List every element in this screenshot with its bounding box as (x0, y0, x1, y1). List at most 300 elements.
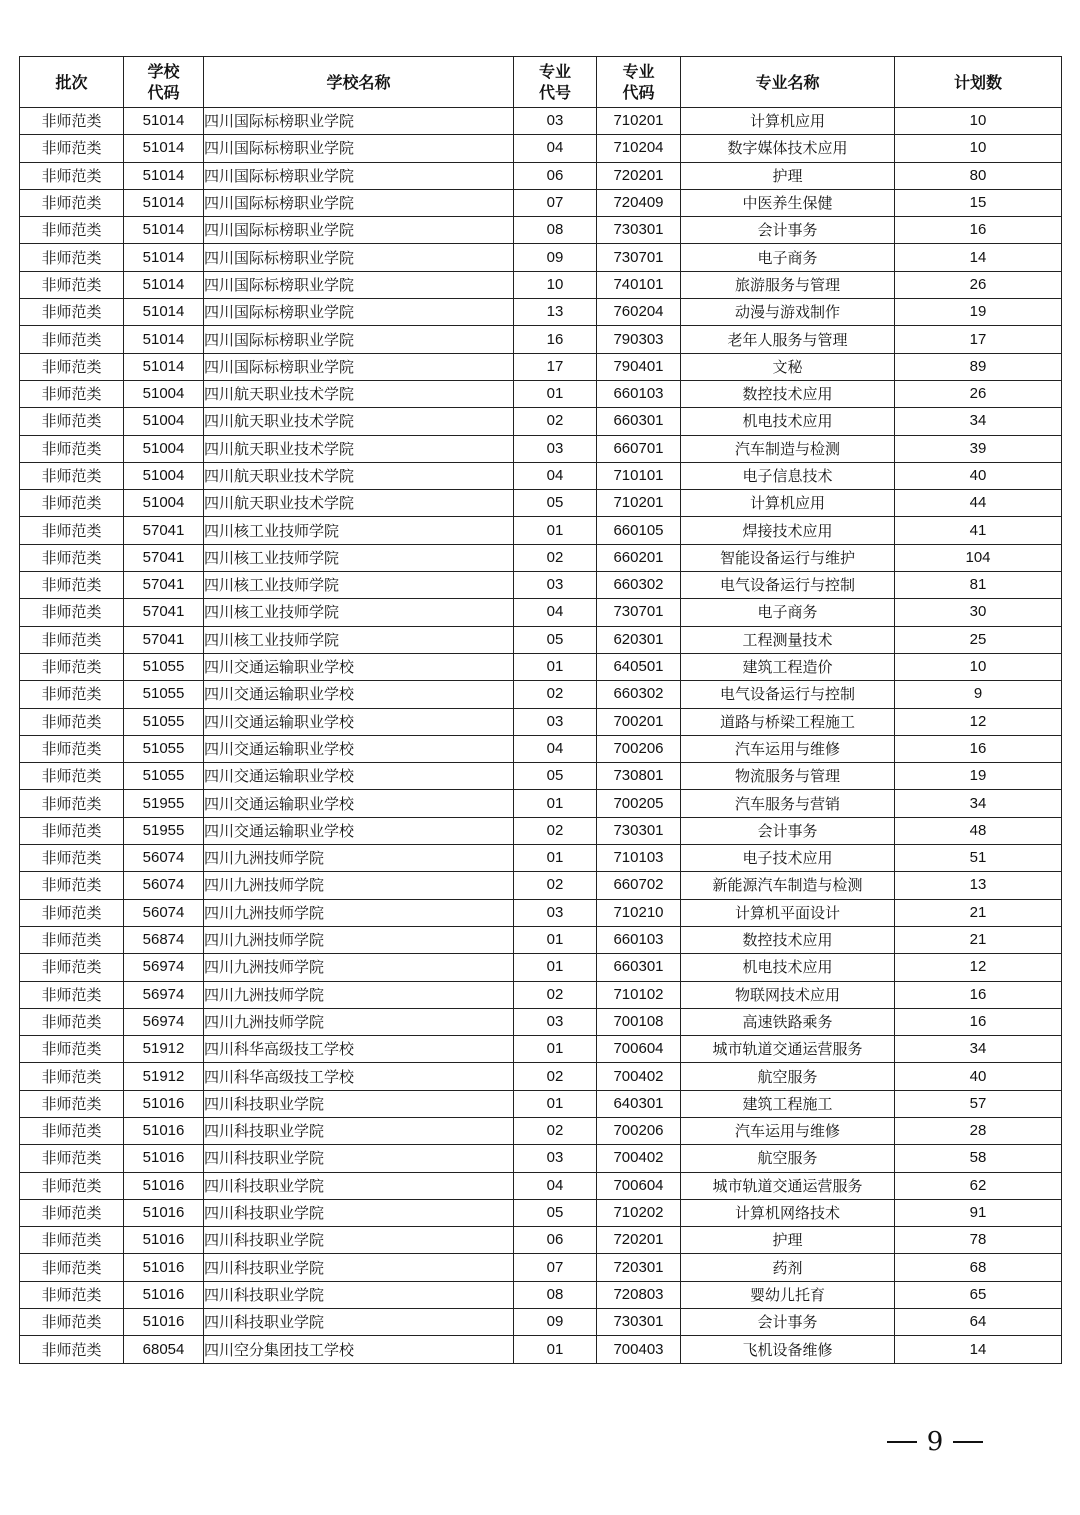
plan-count-cell: 10 (895, 135, 1062, 162)
header-major-code (597, 57, 681, 108)
school-name-cell: 四川国际标榜职业学院 (204, 217, 514, 244)
major-code-cell: 720201 (597, 162, 681, 189)
major-code-cell: 660302 (597, 681, 681, 708)
major-no-cell: 08 (514, 1281, 597, 1308)
header-school-code-line1: 学校 (147, 62, 180, 81)
school-code-cell: 56974 (124, 1008, 204, 1035)
school-code-cell: 51014 (124, 189, 204, 216)
plan-count-cell: 34 (895, 790, 1062, 817)
plan-count-cell: 17 (895, 326, 1062, 353)
major-name-cell: 航空服务 (681, 1145, 895, 1172)
plan-count-cell: 26 (895, 380, 1062, 407)
plan-count-cell: 16 (895, 1008, 1062, 1035)
plan-count-cell: 34 (895, 1036, 1062, 1063)
batch-cell: 非师范类 (20, 872, 124, 899)
batch-cell: 非师范类 (20, 1199, 124, 1226)
school-name-cell: 四川航天职业技术学院 (204, 380, 514, 407)
major-no-cell: 07 (514, 189, 597, 216)
major-name-cell: 计算机网络技术 (681, 1199, 895, 1226)
header-school-code-line2: 代码 (147, 83, 180, 102)
batch-cell: 非师范类 (20, 517, 124, 544)
header-school-name: 学校名称 (204, 57, 514, 108)
school-code-cell: 51016 (124, 1254, 204, 1281)
table-row (20, 1336, 1062, 1363)
table-row (20, 845, 1062, 872)
major-no-cell: 02 (514, 544, 597, 571)
major-no-cell: 02 (514, 408, 597, 435)
batch-cell: 非师范类 (20, 435, 124, 462)
major-code-cell: 790303 (597, 326, 681, 353)
major-no-cell: 01 (514, 380, 597, 407)
plan-count-cell: 26 (895, 271, 1062, 298)
plan-count-cell: 28 (895, 1117, 1062, 1144)
major-name-cell: 高速铁路乘务 (681, 1008, 895, 1035)
school-name-cell: 四川九洲技师学院 (204, 1008, 514, 1035)
major-name-cell: 汽车制造与检测 (681, 435, 895, 462)
major-no-cell: 01 (514, 954, 597, 981)
school-name-cell: 四川科技职业学院 (204, 1117, 514, 1144)
table-row (20, 326, 1062, 353)
batch-cell: 非师范类 (20, 217, 124, 244)
major-code-cell: 790401 (597, 353, 681, 380)
batch-cell: 非师范类 (20, 653, 124, 680)
major-code-cell: 620301 (597, 626, 681, 653)
major-name-cell: 汽车运用与维修 (681, 735, 895, 762)
table-row (20, 380, 1062, 407)
school-name-cell: 四川交通运输职业学校 (204, 653, 514, 680)
batch-cell: 非师范类 (20, 1145, 124, 1172)
plan-count-cell: 19 (895, 763, 1062, 790)
major-no-cell: 01 (514, 653, 597, 680)
batch-cell: 非师范类 (20, 735, 124, 762)
plan-count-cell: 40 (895, 1063, 1062, 1090)
school-name-cell: 四川科技职业学院 (204, 1199, 514, 1226)
plan-count-cell: 80 (895, 162, 1062, 189)
major-no-cell: 03 (514, 572, 597, 599)
batch-cell: 非师范类 (20, 353, 124, 380)
table-row (20, 108, 1062, 135)
header-major-no-line2: 代号 (538, 83, 571, 102)
plan-count-cell: 58 (895, 1145, 1062, 1172)
major-no-cell: 10 (514, 271, 597, 298)
plan-count-cell: 10 (895, 653, 1062, 680)
major-code-cell: 720201 (597, 1227, 681, 1254)
major-no-cell: 01 (514, 1090, 597, 1117)
batch-cell: 非师范类 (20, 1172, 124, 1199)
school-code-cell: 51016 (124, 1281, 204, 1308)
header-major-name: 专业名称 (681, 57, 895, 108)
plan-count-cell: 16 (895, 981, 1062, 1008)
school-code-cell: 51055 (124, 735, 204, 762)
major-name-cell: 会计事务 (681, 1309, 895, 1336)
enrollment-plan-table (19, 56, 1062, 1364)
school-name-cell: 四川航天职业技术学院 (204, 435, 514, 462)
major-no-cell: 03 (514, 435, 597, 462)
table-row (20, 708, 1062, 735)
table-row (20, 517, 1062, 544)
table-row (20, 353, 1062, 380)
major-code-cell: 760204 (597, 299, 681, 326)
major-name-cell: 航空服务 (681, 1063, 895, 1090)
major-no-cell: 04 (514, 599, 597, 626)
header-major-no-line1: 专业 (538, 62, 571, 81)
table-row (20, 981, 1062, 1008)
school-name-cell: 四川九洲技师学院 (204, 981, 514, 1008)
school-name-cell: 四川科技职业学院 (204, 1172, 514, 1199)
batch-cell: 非师范类 (20, 626, 124, 653)
major-code-cell: 730801 (597, 763, 681, 790)
major-name-cell: 城市轨道交通运营服务 (681, 1036, 895, 1063)
table-row (20, 244, 1062, 271)
major-name-cell: 药剂 (681, 1254, 895, 1281)
major-code-cell: 710201 (597, 108, 681, 135)
plan-count-cell: 62 (895, 1172, 1062, 1199)
major-code-cell: 660702 (597, 872, 681, 899)
major-name-cell: 机电技术应用 (681, 954, 895, 981)
plan-count-cell: 12 (895, 954, 1062, 981)
plan-count-cell: 21 (895, 899, 1062, 926)
major-name-cell: 数控技术应用 (681, 926, 895, 953)
major-name-cell: 飞机设备维修 (681, 1336, 895, 1363)
batch-cell: 非师范类 (20, 1281, 124, 1308)
major-code-cell: 660103 (597, 926, 681, 953)
batch-cell: 非师范类 (20, 1036, 124, 1063)
school-code-cell: 56974 (124, 981, 204, 1008)
batch-cell: 非师范类 (20, 135, 124, 162)
school-name-cell: 四川科技职业学院 (204, 1281, 514, 1308)
school-name-cell: 四川九洲技师学院 (204, 954, 514, 981)
major-code-cell: 730701 (597, 599, 681, 626)
plan-count-cell: 68 (895, 1254, 1062, 1281)
major-name-cell: 电子技术应用 (681, 845, 895, 872)
school-code-cell: 57041 (124, 517, 204, 544)
major-name-cell: 电气设备运行与控制 (681, 572, 895, 599)
table-row (20, 817, 1062, 844)
school-code-cell: 51016 (124, 1117, 204, 1144)
major-no-cell: 05 (514, 626, 597, 653)
plan-count-cell: 81 (895, 572, 1062, 599)
major-name-cell: 数字媒体技术应用 (681, 135, 895, 162)
major-name-cell: 建筑工程造价 (681, 653, 895, 680)
school-code-cell: 56974 (124, 954, 204, 981)
batch-cell: 非师范类 (20, 1063, 124, 1090)
plan-count-cell: 21 (895, 926, 1062, 953)
batch-cell: 非师范类 (20, 162, 124, 189)
table-row (20, 735, 1062, 762)
major-no-cell: 02 (514, 1117, 597, 1144)
school-code-cell: 51004 (124, 435, 204, 462)
major-name-cell: 汽车运用与维修 (681, 1117, 895, 1144)
school-name-cell: 四川科华高级技工学校 (204, 1063, 514, 1090)
school-code-cell: 51014 (124, 162, 204, 189)
major-name-cell: 文秘 (681, 353, 895, 380)
page-number-right-dash (953, 1441, 983, 1443)
batch-cell: 非师范类 (20, 1336, 124, 1363)
major-code-cell: 700205 (597, 790, 681, 817)
major-name-cell: 老年人服务与管理 (681, 326, 895, 353)
plan-count-cell: 16 (895, 735, 1062, 762)
major-no-cell: 03 (514, 1145, 597, 1172)
major-no-cell: 01 (514, 1336, 597, 1363)
school-name-cell: 四川科技职业学院 (204, 1254, 514, 1281)
school-name-cell: 四川九洲技师学院 (204, 899, 514, 926)
school-code-cell: 51055 (124, 653, 204, 680)
table-row (20, 572, 1062, 599)
header-major-code-line1: 专业 (622, 62, 655, 81)
plan-count-cell: 65 (895, 1281, 1062, 1308)
major-code-cell: 720803 (597, 1281, 681, 1308)
school-name-cell: 四川核工业技师学院 (204, 517, 514, 544)
plan-count-cell: 41 (895, 517, 1062, 544)
plan-count-cell: 40 (895, 462, 1062, 489)
batch-cell: 非师范类 (20, 1254, 124, 1281)
school-code-cell: 51014 (124, 271, 204, 298)
major-name-cell: 计算机应用 (681, 490, 895, 517)
school-code-cell: 51016 (124, 1309, 204, 1336)
school-code-cell: 51055 (124, 763, 204, 790)
major-no-cell: 07 (514, 1254, 597, 1281)
table-row (20, 872, 1062, 899)
batch-cell: 非师范类 (20, 380, 124, 407)
table-row (20, 926, 1062, 953)
table-row (20, 271, 1062, 298)
major-name-cell: 会计事务 (681, 217, 895, 244)
school-name-cell: 四川科华高级技工学校 (204, 1036, 514, 1063)
major-code-cell: 720409 (597, 189, 681, 216)
plan-count-cell: 34 (895, 408, 1062, 435)
major-code-cell: 660301 (597, 954, 681, 981)
school-name-cell: 四川国际标榜职业学院 (204, 353, 514, 380)
major-name-cell: 智能设备运行与维护 (681, 544, 895, 571)
major-name-cell: 新能源汽车制造与检测 (681, 872, 895, 899)
batch-cell: 非师范类 (20, 981, 124, 1008)
school-code-cell: 51014 (124, 108, 204, 135)
major-name-cell: 道路与桥梁工程施工 (681, 708, 895, 735)
table-row (20, 626, 1062, 653)
major-no-cell: 16 (514, 326, 597, 353)
table-row (20, 1145, 1062, 1172)
school-name-cell: 四川国际标榜职业学院 (204, 162, 514, 189)
plan-count-cell: 104 (895, 544, 1062, 571)
major-no-cell: 02 (514, 1063, 597, 1090)
major-no-cell: 17 (514, 353, 597, 380)
school-name-cell: 四川交通运输职业学校 (204, 735, 514, 762)
major-name-cell: 动漫与游戏制作 (681, 299, 895, 326)
major-name-cell: 电子商务 (681, 599, 895, 626)
plan-count-cell: 30 (895, 599, 1062, 626)
table-row (20, 1172, 1062, 1199)
school-name-cell: 四川九洲技师学院 (204, 872, 514, 899)
batch-cell: 非师范类 (20, 681, 124, 708)
major-no-cell: 06 (514, 162, 597, 189)
major-no-cell: 01 (514, 845, 597, 872)
school-name-cell: 四川科技职业学院 (204, 1309, 514, 1336)
table-row (20, 462, 1062, 489)
school-name-cell: 四川国际标榜职业学院 (204, 108, 514, 135)
major-code-cell: 640301 (597, 1090, 681, 1117)
major-code-cell: 700402 (597, 1063, 681, 1090)
school-code-cell: 51955 (124, 817, 204, 844)
batch-cell: 非师范类 (20, 1008, 124, 1035)
batch-cell: 非师范类 (20, 926, 124, 953)
major-name-cell: 旅游服务与管理 (681, 271, 895, 298)
school-code-cell: 51016 (124, 1172, 204, 1199)
school-name-cell: 四川航天职业技术学院 (204, 408, 514, 435)
major-name-cell: 城市轨道交通运营服务 (681, 1172, 895, 1199)
batch-cell: 非师范类 (20, 490, 124, 517)
major-name-cell: 汽车服务与营销 (681, 790, 895, 817)
plan-count-cell: 89 (895, 353, 1062, 380)
major-no-cell: 01 (514, 517, 597, 544)
major-name-cell: 护理 (681, 162, 895, 189)
major-code-cell: 660103 (597, 380, 681, 407)
school-name-cell: 四川航天职业技术学院 (204, 462, 514, 489)
major-no-cell: 01 (514, 790, 597, 817)
plan-count-cell: 16 (895, 217, 1062, 244)
plan-count-cell: 25 (895, 626, 1062, 653)
plan-count-cell: 19 (895, 299, 1062, 326)
table-row (20, 790, 1062, 817)
school-code-cell: 51004 (124, 380, 204, 407)
plan-count-cell: 9 (895, 681, 1062, 708)
major-code-cell: 730301 (597, 817, 681, 844)
major-no-cell: 13 (514, 299, 597, 326)
table-row (20, 299, 1062, 326)
major-no-cell: 04 (514, 735, 597, 762)
major-code-cell: 730301 (597, 217, 681, 244)
major-no-cell: 03 (514, 1008, 597, 1035)
major-code-cell: 700206 (597, 735, 681, 762)
plan-count-cell: 10 (895, 108, 1062, 135)
school-name-cell: 四川航天职业技术学院 (204, 490, 514, 517)
major-code-cell: 740101 (597, 271, 681, 298)
school-code-cell: 51912 (124, 1063, 204, 1090)
batch-cell: 非师范类 (20, 1309, 124, 1336)
major-code-cell: 700403 (597, 1336, 681, 1363)
batch-cell: 非师范类 (20, 244, 124, 271)
school-name-cell: 四川国际标榜职业学院 (204, 326, 514, 353)
batch-cell: 非师范类 (20, 790, 124, 817)
batch-cell: 非师范类 (20, 271, 124, 298)
major-no-cell: 04 (514, 135, 597, 162)
batch-cell: 非师范类 (20, 299, 124, 326)
major-no-cell: 03 (514, 708, 597, 735)
header-major-no (514, 57, 597, 108)
header-school-code (124, 57, 204, 108)
major-name-cell: 建筑工程施工 (681, 1090, 895, 1117)
school-name-cell: 四川九洲技师学院 (204, 926, 514, 953)
major-code-cell: 710103 (597, 845, 681, 872)
major-name-cell: 数控技术应用 (681, 380, 895, 407)
school-name-cell: 四川九洲技师学院 (204, 845, 514, 872)
school-name-cell: 四川科技职业学院 (204, 1145, 514, 1172)
plan-count-cell: 44 (895, 490, 1062, 517)
school-name-cell: 四川交通运输职业学校 (204, 817, 514, 844)
table-row (20, 681, 1062, 708)
school-code-cell: 51016 (124, 1227, 204, 1254)
major-code-cell: 640501 (597, 653, 681, 680)
school-name-cell: 四川交通运输职业学校 (204, 763, 514, 790)
header-batch: 批次 (20, 57, 124, 108)
plan-count-cell: 15 (895, 189, 1062, 216)
major-name-cell: 护理 (681, 1227, 895, 1254)
table-row (20, 1117, 1062, 1144)
school-code-cell: 51055 (124, 708, 204, 735)
major-code-cell: 730301 (597, 1309, 681, 1336)
school-code-cell: 56874 (124, 926, 204, 953)
page-number-left-dash (887, 1441, 917, 1443)
header-plan-count: 计划数 (895, 57, 1062, 108)
plan-count-cell: 91 (895, 1199, 1062, 1226)
table-row (20, 162, 1062, 189)
school-code-cell: 51004 (124, 462, 204, 489)
school-code-cell: 51016 (124, 1090, 204, 1117)
plan-count-cell: 39 (895, 435, 1062, 462)
plan-count-cell: 14 (895, 244, 1062, 271)
school-code-cell: 51055 (124, 681, 204, 708)
school-code-cell: 51955 (124, 790, 204, 817)
major-name-cell: 电子信息技术 (681, 462, 895, 489)
major-code-cell: 660105 (597, 517, 681, 544)
school-code-cell: 51014 (124, 135, 204, 162)
major-code-cell: 710201 (597, 490, 681, 517)
table-body (20, 108, 1062, 1364)
major-no-cell: 02 (514, 872, 597, 899)
school-name-cell: 四川交通运输职业学校 (204, 681, 514, 708)
major-name-cell: 计算机平面设计 (681, 899, 895, 926)
plan-count-cell: 51 (895, 845, 1062, 872)
plan-count-cell: 13 (895, 872, 1062, 899)
table-row (20, 1090, 1062, 1117)
school-code-cell: 57041 (124, 626, 204, 653)
major-no-cell: 05 (514, 490, 597, 517)
school-code-cell: 51016 (124, 1145, 204, 1172)
major-no-cell: 02 (514, 981, 597, 1008)
school-name-cell: 四川核工业技师学院 (204, 599, 514, 626)
table-row (20, 763, 1062, 790)
major-code-cell: 710210 (597, 899, 681, 926)
batch-cell: 非师范类 (20, 899, 124, 926)
major-name-cell: 工程测量技术 (681, 626, 895, 653)
school-code-cell: 51014 (124, 353, 204, 380)
table-row (20, 189, 1062, 216)
school-code-cell: 57041 (124, 572, 204, 599)
major-no-cell: 04 (514, 1172, 597, 1199)
school-code-cell: 51004 (124, 490, 204, 517)
school-code-cell: 51912 (124, 1036, 204, 1063)
major-no-cell: 05 (514, 763, 597, 790)
major-no-cell: 02 (514, 817, 597, 844)
school-code-cell: 51004 (124, 408, 204, 435)
major-no-cell: 05 (514, 1199, 597, 1226)
major-name-cell: 机电技术应用 (681, 408, 895, 435)
table-row (20, 490, 1062, 517)
table-row (20, 544, 1062, 571)
plan-count-cell: 12 (895, 708, 1062, 735)
table-header-row (20, 57, 1062, 108)
school-name-cell: 四川核工业技师学院 (204, 572, 514, 599)
plan-count-cell: 78 (895, 1227, 1062, 1254)
batch-cell: 非师范类 (20, 108, 124, 135)
table-row (20, 899, 1062, 926)
school-name-cell: 四川国际标榜职业学院 (204, 244, 514, 271)
major-code-cell: 710202 (597, 1199, 681, 1226)
batch-cell: 非师范类 (20, 845, 124, 872)
major-no-cell: 06 (514, 1227, 597, 1254)
school-code-cell: 56074 (124, 845, 204, 872)
major-name-cell: 焊接技术应用 (681, 517, 895, 544)
major-code-cell: 700201 (597, 708, 681, 735)
